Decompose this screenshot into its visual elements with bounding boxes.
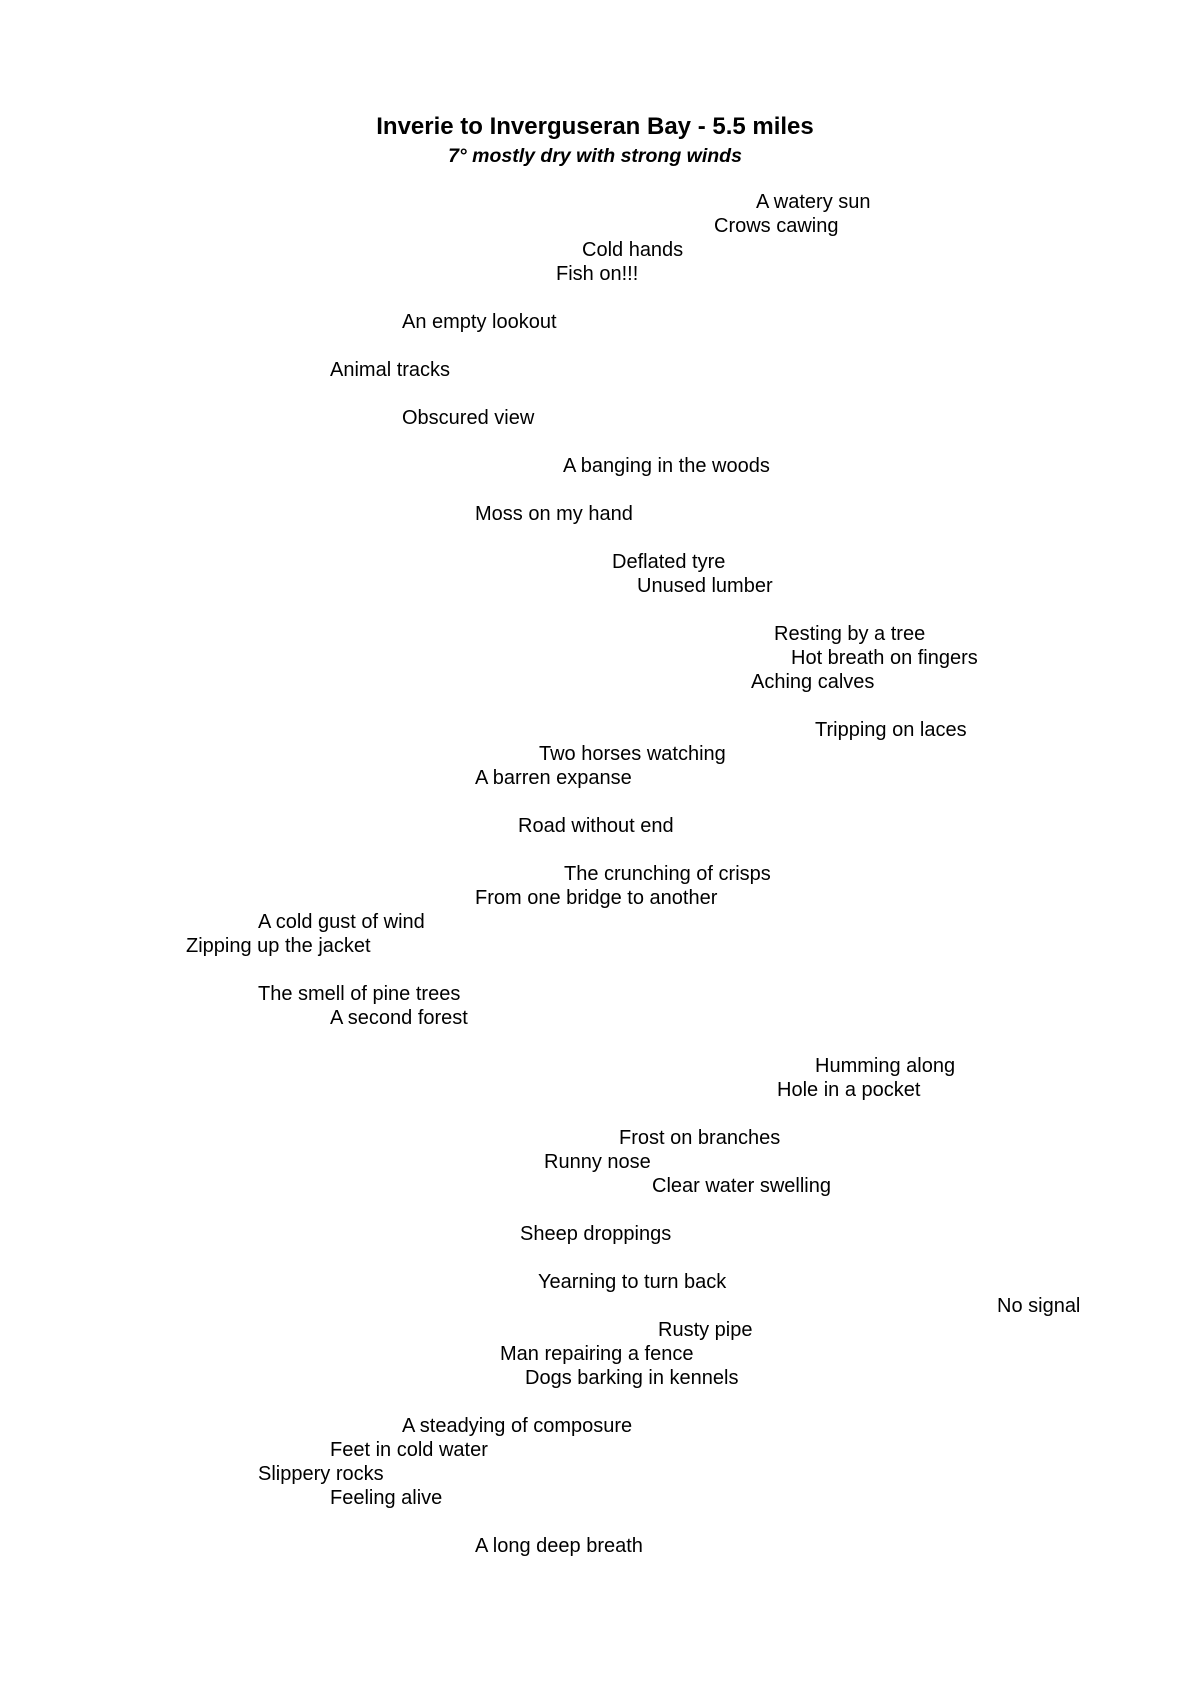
poem-line: Hole in a pocket: [777, 1079, 921, 1101]
poem-line: A second forest: [330, 1007, 468, 1029]
poem-line: Zipping up the jacket: [186, 935, 371, 957]
poem-line: Obscured view: [402, 407, 535, 429]
poem-line: Road without end: [518, 815, 674, 837]
poem-line: Moss on my hand: [475, 503, 633, 525]
poem-line: Fish on!!!: [556, 263, 639, 285]
poem-line: Frost on branches: [619, 1127, 781, 1149]
poem-line: Man repairing a fence: [500, 1343, 694, 1365]
poem-line: Humming along: [815, 1055, 956, 1077]
poem-line: Dogs barking in kennels: [525, 1367, 739, 1389]
poem-line: Runny nose: [544, 1151, 651, 1173]
poem-line: A steadying of composure: [402, 1415, 633, 1437]
poem-line: Feet in cold water: [330, 1439, 488, 1461]
poem-line: Aching calves: [751, 671, 875, 693]
poem-line: From one bridge to another: [475, 887, 718, 909]
poem-line: Sheep droppings: [520, 1223, 672, 1245]
poem-line: The smell of pine trees: [258, 983, 461, 1005]
poem-line: Deflated tyre: [612, 551, 726, 573]
poem-line: An empty lookout: [402, 311, 557, 333]
poem-line: A banging in the woods: [563, 455, 770, 477]
poem-line: No signal: [997, 1295, 1081, 1317]
poem-title: Inverie to Inverguseran Bay - 5.5 miles: [376, 113, 814, 140]
poem-line: Tripping on laces: [815, 719, 967, 741]
poem-line: Hot breath on fingers: [791, 647, 978, 669]
poem-line: Yearning to turn back: [538, 1271, 727, 1293]
poem-line: The crunching of crisps: [564, 863, 771, 885]
poem-line: Animal tracks: [330, 359, 451, 381]
poem-line: Clear water swelling: [652, 1175, 831, 1197]
poem-line: Feeling alive: [330, 1487, 443, 1509]
poem-subtitle: 7° mostly dry with strong winds: [448, 145, 742, 167]
poem-line: Two horses watching: [539, 743, 726, 765]
poem-line: A long deep breath: [475, 1535, 643, 1557]
poem-line: Unused lumber: [637, 575, 773, 597]
poem-line: A watery sun: [756, 191, 871, 213]
poem-line: Resting by a tree: [774, 623, 926, 645]
poem-line: Rusty pipe: [658, 1319, 753, 1341]
poem-line: Slippery rocks: [258, 1463, 384, 1485]
poem-line: Cold hands: [582, 239, 684, 261]
poem-line: A barren expanse: [475, 767, 632, 789]
poem-line: A cold gust of wind: [258, 911, 425, 933]
poem-line: Crows cawing: [714, 215, 839, 237]
